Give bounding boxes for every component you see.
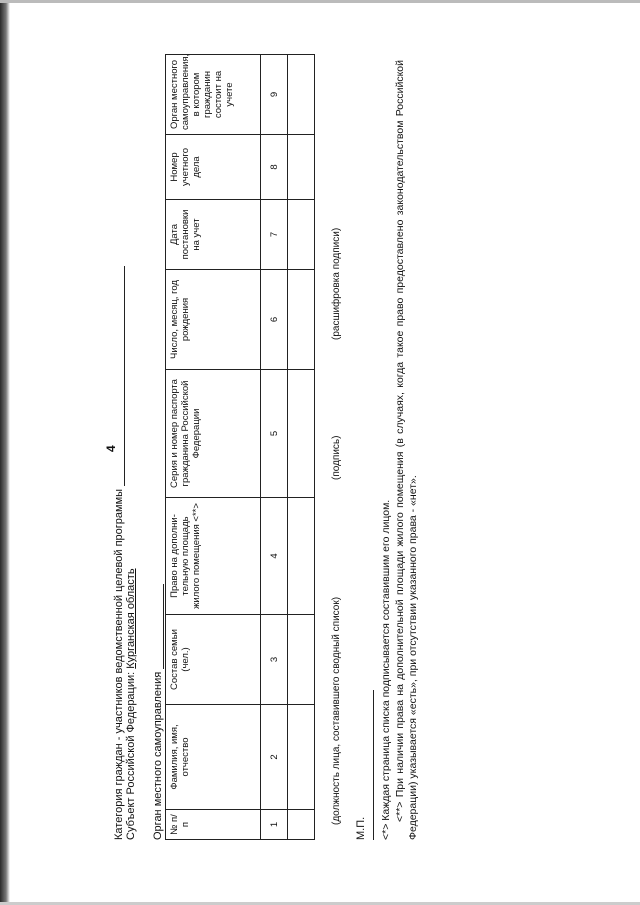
header-cell: Орган местного самоуправления, в котором гражданин состоит на учете <box>166 55 261 135</box>
authority-line <box>151 584 164 840</box>
column-number-cell: 5 <box>261 370 288 498</box>
subject-label: Субъект Российской Федерации: <box>125 671 137 840</box>
category-label: Категория граждан - участников ведомственной целевой программы <box>113 488 125 840</box>
category-line <box>112 266 125 840</box>
citizens-table <box>165 54 315 840</box>
table-header-row <box>166 55 261 840</box>
position-caption: (должность лица, составившего сводный список) <box>331 596 342 825</box>
decoding-caption: (расшифровка подписи) <box>331 227 342 340</box>
column-number-cell: 9 <box>261 55 288 135</box>
header-cell: Фамилия, имя, отчество <box>166 705 261 810</box>
footnote-2: <**> При наличии права на дополнительной площади жилого помещения (в случаях, когда такое право предоставлено законодательством Российской Федерации) указывается «есть», при отсутствии указанного права - «нет». <box>394 60 419 840</box>
seal-label: М.П. <box>355 816 367 840</box>
subject-value: Курганская область <box>125 568 137 669</box>
header-cell: Номер учетного дела <box>166 135 261 200</box>
table-empty-row <box>288 55 315 840</box>
subject-line <box>125 568 137 840</box>
column-number-cell: 4 <box>261 498 288 615</box>
column-number-cell: 7 <box>261 200 288 270</box>
table-cell <box>288 810 315 840</box>
column-number-cell: 6 <box>261 270 288 370</box>
authority-label: Орган местного самоуправления <box>152 671 164 840</box>
table-cell <box>288 370 315 498</box>
column-number-cell: 3 <box>261 615 288 705</box>
page-number: 4 <box>104 445 118 452</box>
table-cell <box>288 200 315 270</box>
table-cell <box>288 498 315 615</box>
header-cell: Право на дополни-тельную площадь жилого помещения <**> <box>166 498 261 615</box>
footnote-1: <*> Каждая страница списка подписывается составившим его лицом. <box>380 499 392 840</box>
column-number-cell: 8 <box>261 135 288 200</box>
table-cell <box>288 55 315 135</box>
table-number-row <box>261 55 288 840</box>
footnote-divider <box>373 690 374 840</box>
table-cell <box>288 270 315 370</box>
header-cell: № п/п <box>166 810 261 840</box>
header-cell: Дата постановки на учет <box>166 200 261 270</box>
table-cell <box>288 135 315 200</box>
table-cell <box>288 615 315 705</box>
table-cell <box>288 705 315 810</box>
header-cell: Число, месяц, год рождения <box>166 270 261 370</box>
category-blank <box>112 266 125 486</box>
column-number-cell: 1 <box>261 810 288 840</box>
column-number-cell: 2 <box>261 705 288 810</box>
header-cell: Серия и номер паспорта гражданина Российской Федерации <box>166 370 261 498</box>
signature-caption: (подпись) <box>331 435 342 480</box>
header-cell: Состав семьи (чел.) <box>166 615 261 705</box>
authority-blank <box>151 584 164 669</box>
